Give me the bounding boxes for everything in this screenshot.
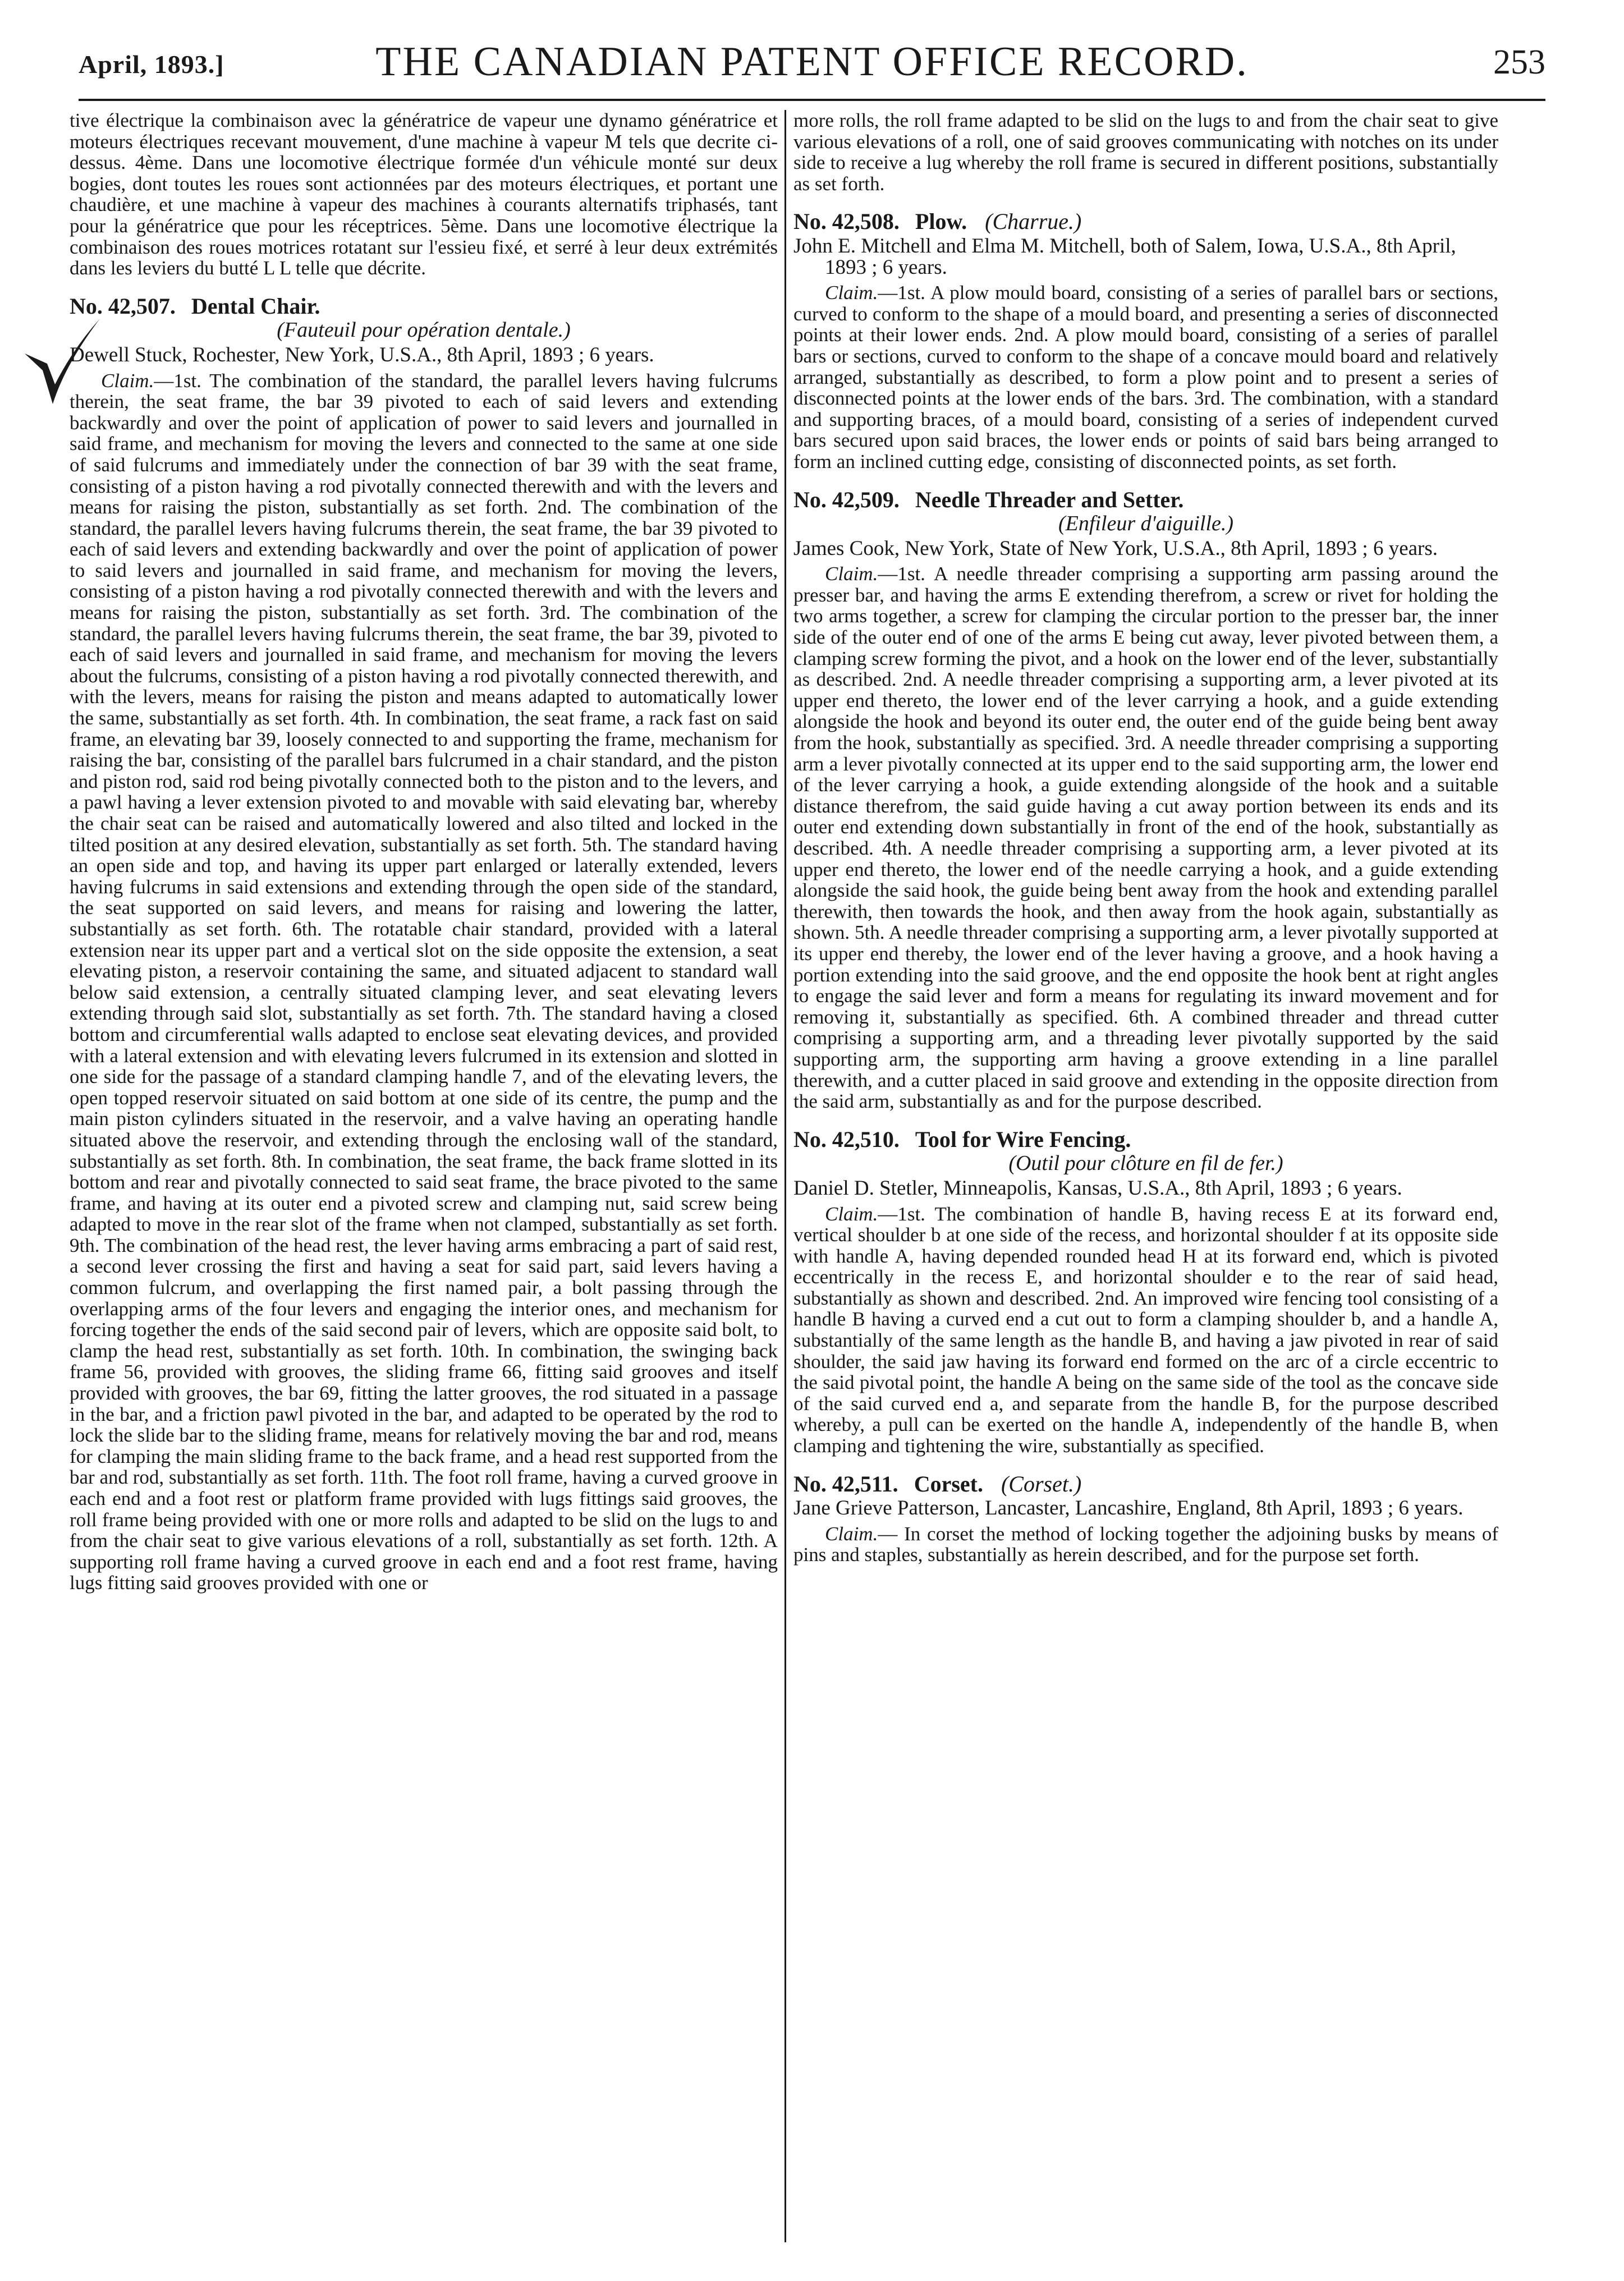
patent-french-title: (Outil pour clôture en fil de fer.) — [1008, 1151, 1283, 1176]
header-date: April, 1893.] — [79, 50, 224, 79]
claim-text: —1st. The combination of the standard, the parallel levers having fulcrums therein, the seat frame, the bar 39 pivoted to each of said levers and extending backwardly and over the point of application of power to said levers and journalled in said frame, and mechanism for moving the levers and connected to the same at one side of said fulcrums and immediately under the connection of bar 39 with the seat frame, consisting of a piston having a rod pivotally connected therewith and with the levers and means for raising the piston, substantially as set forth. 2nd. The combination of the standard, the parallel levers having fulcrums therein, the seat frame, the bar 39 pivoted to each of said levers and extending backwardly and over the point of application of power to said levers and journalled in said frame, and mechanism for moving the levers, consisting of a piston having a rod pivotally connected therewith and with the levers and means for raising the piston, substantially as set forth. 3rd. The combination of the standard, the parallel levers having fulcrums therein, the seat frame, the bar 39, pivoted to each of said levers and journalled in said frame, and mechanism for moving the levers about the fulcrums, consisting of a piston having a rod pivotally connected therewith, and with the levers, means for raising the piston and means adapted to automatically lower the same, substantially as set forth. 4th. In combination, the seat frame, a rack fast on said frame, an elevating bar 39, loosely connected to and supporting the frame, mechanism for raising the bar, consisting of the parallel bars fulcrumed in a chair standard, and the piston and piston rod, said rod being pivotally connected both to the piston and to the levers, and a pawl having a lever extension pivoted to and movable with said elevating bar, whereby the chair seat can be raised and automatically lowered and also tilted and locked in the tilted position at any desired elevation, substantially as set forth. 5th. The standard having an open side and top, and having its upper part enlarged or laterally extended, levers having fulcrums in said extensions and extending through the open side of the standard, the seat supported on said levers, and means for raising and lowering the latter, substantially as set forth. 6th. The rotatable chair standard, provided with a lateral extension near its upper part and a vertical slot on the side opposite the extension, a seat elevating piston, a reservoir containing the same, and situated adjacent to standard wall below said extension, a centrally situated clamping lever, and seat elevating levers extending through said slot, substantially as set forth. 7th. The standard having a closed bottom and circumferential walls adapted to enclose seat elevating devices, and provided with a lateral extension and with elevating levers fulcrumed in its extension and slotted in one side for the passage of a standard clamping handle 7, and of the elevating levers, the open topped reservoir situated on said bottom at one side of its centre, the pump and the main piston cylinders situated in the reservoir, and a valve having an operating handle situated above the reservoir, and extending through the enclosing wall of the standard, substantially as set forth. 8th. In combination, the seat frame, the back frame slotted in its bottom and rear and pivotally connected to said seat frame, the brace pivoted to the same frame, and having at its outer end a pivoted screw and clamping nut, said screw being adapted to move in the rear slot of the frame when not clamped, substantially as set forth. 9th. The combination of the head rest, the lever having arms embracing a part of said rest, a second lever crossing the first and having a seat for said part, said levers having a common fulcrum, and overlapping the first named pair, a bolt passing through the overlapping arms of the four levers and engaging the interior ones, and mechanism for forcing together the ends of the said second pair of levers, which are opposite said bolt, to clamp the head rest, substantially as set forth. 10th. In combination, the swinging back frame 56, provided with grooves, the sliding frame 66, fitting said grooves and itself provided with grooves, the bar 69, fitting the latter grooves, the rod situated in a passage in the bar, and a friction pawl pivoted in the bar, and adapted to be operated by the rod to lock the slide bar to the sliding frame, means for relatively moving the bar and rod, means for clamping the main sliding frame to the back frame, and a head rest supported from the bar and rod, substantially as set forth. 11th. The foot roll frame, having a curved groove in each end and a foot rest or platform frame provided with lugs fittings said grooves, the roll frame being provided with one or more rolls and adapted to be slid on the lugs to and from the chair seat to give various elevations of a roll, substantially as set forth. 12th. A supporting roll frame having a curved groove in each end and a foot rest frame, having lugs fitting said grooves provided with one or — [70, 369, 778, 1594]
patent-claim — [793, 282, 1498, 472]
claim-text: — In corset the method of locking together the adjoining busks by means of pins and staples, substantially as herein described, and for the purpose set forth. — [793, 1522, 1498, 1566]
patent-claim — [793, 563, 1498, 1112]
left-column — [70, 110, 778, 1594]
patent-inventor: James Cook, New York, State of New York, U.S.A., 8th April, 1893 ; 6 years. — [793, 536, 1438, 560]
patent-title: Dental Chair. — [191, 293, 320, 319]
running-head — [79, 33, 1545, 94]
column-divider — [785, 110, 786, 2242]
patent-heading-42511 — [793, 1471, 1498, 1497]
claim-label: Claim. — [825, 1522, 878, 1545]
patent-title: Tool for Wire Fencing. — [915, 1126, 1131, 1152]
patent-french-title: (Corset.) — [1001, 1471, 1082, 1497]
patent-french-title: (Enfileur d'aiguille.) — [1058, 512, 1234, 536]
page-number: 253 — [1493, 43, 1545, 81]
claim-label: Claim. — [825, 282, 878, 304]
patent-french-title: (Fauteuil pour opération dentale.) — [277, 318, 571, 342]
claim-label: Claim. — [825, 563, 878, 585]
patent-title: Plow. — [915, 209, 967, 235]
patent-inventor: Jane Grieve Patterson, Lancaster, Lancashire, England, 8th April, 1893 ; 6 years. — [793, 1497, 1464, 1520]
patent-number: No. 42,509. — [793, 487, 900, 512]
patent-heading-42509 — [793, 489, 1498, 511]
patent-number: No. 42,507. — [70, 293, 176, 319]
patent-number: No. 42,510. — [793, 1126, 900, 1152]
continuation-paragraph: tive électrique la combinaison avec la génératrice de vapeur une dynamo génératrice et moteurs électriques recevant mouvement, d'une machine à vapeur M tels que decrite ci-dessus. 4ème. Dans une locomotive électrique formée d'un véhicule monté sur deux bogies, dont toutes les roues sont actionnées par des moteurs électriques, et portant une chaudière, et une machine à vapeur des machines à courants alternatifs triphasés, tant pour la génératrice que pour les réceptrices. 5ème. Dans une locomotive électrique la combinaison des roues motrices rotatant sur l'essieu fixé, et serré à leur deux extrémités dans les leviers du butté L L telle que décrite. — [70, 109, 778, 279]
claim-text: —1st. The combination of handle B, having recess E at its forward end, vertical shoulder b at one side of the recess, and horizontal shoulder f at its opposite side with handle A, having depended rounded head H at its forward end, which is pivoted eccentrically in the recess E, and horizontal shoulder e to the rear of said head, substantially as shown and described. 2nd. An improved wire fencing tool consisting of a handle B having a curved end a cut out to form a clamping shoulder b, and a handle A, substantially of the same length as the handle B, and having a jaw pivoted in rear of said shoulder, the said jaw having its forward end formed on the arc of a circle eccentric to the said pivotal point, the handle A being on the same side of the tool as the concave side of the said curved end a, and separate from the handle B, for the purpose described whereby, a pull can be exerted on the handle A, independently of the handle B, when clamping and tightening the wire, substantially as specified. — [793, 1203, 1498, 1457]
patent-title: Corset. — [914, 1471, 983, 1497]
claim-label: Claim. — [825, 1203, 878, 1225]
claim-label: Claim. — [101, 369, 154, 392]
patent-heading-42508 — [793, 209, 1498, 235]
patent-inventor: Dewell Stuck, Rochester, New York, U.S.A., 8th April, 1893 ; 6 years. — [70, 343, 654, 366]
patent-claim — [793, 1204, 1498, 1457]
patent-claim — [70, 370, 778, 1594]
patent-heading-42510 — [793, 1126, 1498, 1152]
claim-text: —1st. A needle threader comprising a supporting arm passing around the presser bar, and having the arms E extending therefrom, a screw or rivet for holding the two arms together, a screw for clamping the circular portion to the presser bar, the inner side of the outer end of one of the arms E being cut away, lever pivoted between them, a clamping screw forming the pivot, and a hook on the lower end of the lever, substantially as described. 2nd. A needle threader comprising a supporting arm, a lever pivoted at its upper end thereto, the lower end of the lever carrying a hook, and a guide extending alongside the hook and beyond its outer end, the outer end of the guide being bent away from the hook, substantially as specified. 3rd. A needle threader comprising a supporting arm a lever pivotally connected at its upper end to the said supporting arm, the lower end of the lever carrying a hook, a guide extending alongside of the hook and a suitable distance therefrom, the said guide having a cut away portion between its ends and its outer end extending down substantially in front of the end of the hook, substantially as described. 4th. A needle threader comprising a supporting arm, a lever pivoted at its upper end thereto, the lower end of the needle carrying a hook, and a guide extending alongside the said hook, the guide being bent away from the hook and extending parallel therewith, then towards the hook, and then away from the hook again, substantially as shown. 5th. A needle threader comprising a supporting arm, a lever pivotally supported at its upper end thereby, the lower end of the lever having a groove, and a hook having a portion extending into the said groove, and the end opposite the hook bent at right angles to engage the said lever and form a means for regulating its inward movement and for removing it, substantially as specified. 6th. A combined threader and thread cutter comprising a supporting arm, and a threading lever pivotally supported by the said supporting arm, the supporting arm having a groove extending in a line parallel therewith, and a cutter placed in said groove and extending in the opposite direction from the said arm, substantially as and for the purpose described. — [793, 563, 1498, 1113]
header-rule — [79, 99, 1545, 101]
continuation-paragraph: more rolls, the roll frame adapted to be slid on the lugs to and from the chair seat to give various elevations of a roll, one of said grooves communicating with notches on its under side to receive a lug whereby the roll frame is secured in different positions, substantially as set forth. — [793, 109, 1498, 195]
patent-title: Needle Threader and Setter. — [915, 487, 1184, 512]
patent-heading-42507 — [70, 293, 778, 319]
patent-number: No. 42,508. — [793, 209, 900, 235]
claim-text: —1st. A plow mould board, consisting of a series of parallel bars or sections, curved to conform to the shape of a mould board, and presenting a series of disconnected points at their lower ends. 2nd. A plow mould board, consisting of a series of parallel bars or sections, curved to conform to the shape of a concave mould board and relatively arranged, substantially as described, to form a plow point and to present a series of disconnected points at the lower ends of the bars. 3rd. The combination, with a standard and supporting braces, of a mould board, consisting of a series of independent curved bars secured upon said braces, the lower ends or points of said bars being arranged to form an inclined cutting edge, consisting of disconnected points, as set forth. — [793, 282, 1498, 472]
patent-inventor: Daniel D. Stetler, Minneapolis, Kansas, U.S.A., 8th April, 1893 ; 6 years. — [793, 1176, 1402, 1200]
patent-inventor: John E. Mitchell and Elma M. Mitchell, both of Salem, Iowa, U.S.A., 8th April, 1893 ; 6 years. — [793, 234, 1456, 279]
right-column — [793, 110, 1498, 1566]
journal-title: THE CANADIAN PATENT OFFICE RECORD. — [375, 39, 1249, 85]
patent-number: No. 42,511. — [793, 1471, 898, 1497]
patent-french-title: (Charrue.) — [985, 209, 1082, 235]
patent-claim — [793, 1523, 1498, 1566]
